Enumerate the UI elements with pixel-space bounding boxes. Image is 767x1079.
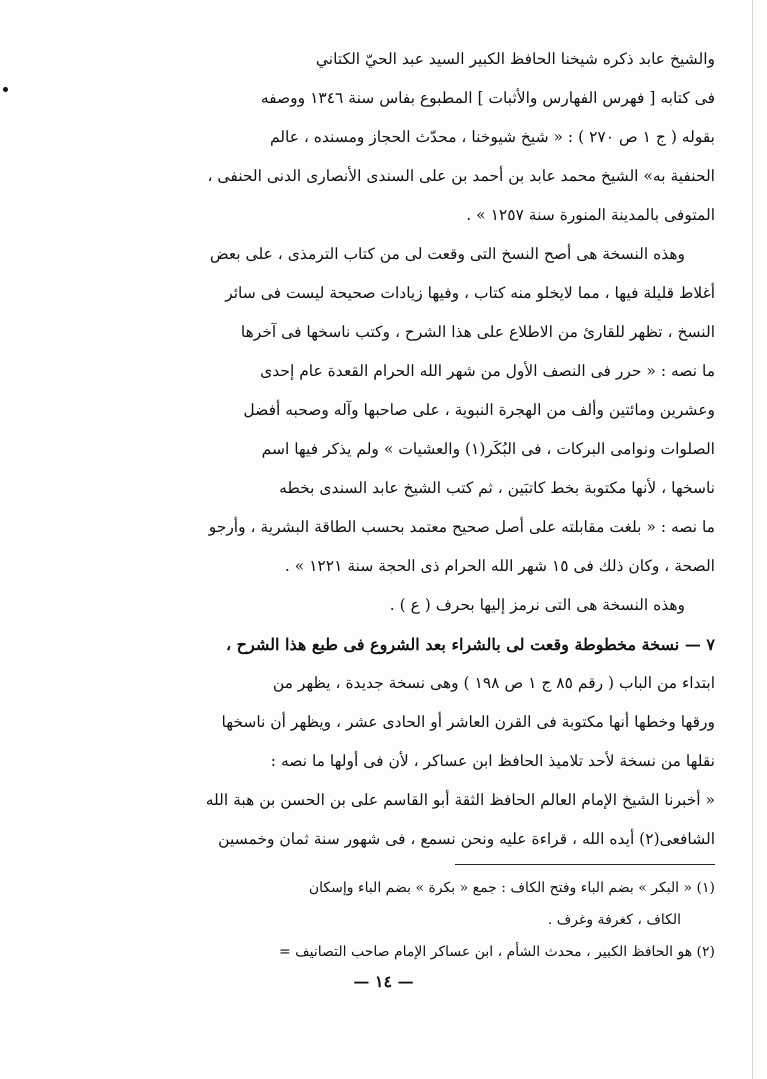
body-line: أغلاط قليلة فيها ، مما لايخلو منه كتاب ، وفيها زيادات صحيحة ليست فى سائر xyxy=(225,284,715,302)
body-line: ما نصه : « حرر فى النصف الأول من شهر الله الحرام القعدة عام إحدى xyxy=(260,362,715,380)
footnote-line: (١) « البكر » بضم الباء وفتح الكاف : جمع « بكرة » بضم الباء وإسكان xyxy=(308,880,715,896)
body-line: وهذه النسخة هى التى نرمز إليها بحرف ( ع ) . xyxy=(389,596,685,614)
footnote-line: (٢) هو الحافظ الكبير ، محدث الشأم ، ابن عساكر الإمام صاحب التصانيف = xyxy=(278,944,715,960)
body-line: نقلها من نسخة لأحد تلاميذ الحافظ ابن عساكر ، لأن فى أولها ما نصه : xyxy=(270,752,715,770)
body-line: الشافعى(٢) أيده الله ، قراءة عليه ونحن نسمع ، فى شهور سنة ثمان وخمسين xyxy=(218,830,715,848)
body-line: المتوفى بالمدينة المنورة سنة ١٢٥٧ » . xyxy=(466,206,715,224)
body-text xyxy=(80,40,715,859)
body-line: ما نصه : « بلغت مقابلته على أصل صحيح معتمد بحسب الطاقة البشرية ، وأرجو xyxy=(208,518,715,536)
section-heading-line: ٧ — نسخة مخطوطة وقعت لى بالشراء بعد الشروع فى طبع هذا الشرح ، xyxy=(225,635,715,654)
footnotes xyxy=(80,872,715,968)
footnote-separator xyxy=(455,864,715,865)
body-line: ابتداء من الباب ( رقم ٨٥ ج ١ ص ١٩٨ ) وهى نسخة جديدة ، يظهر من xyxy=(272,674,715,692)
body-line: ورقها وخطها أنها مكتوبة فى القرن العاشر أو الحادى عشر ، ويظهر أن ناسخها xyxy=(221,713,715,731)
body-line: النسخ ، تظهر للقارئ من الاطلاع على هذا الشرح ، وكتب ناسخها فى آخرها xyxy=(240,323,715,341)
body-line: الحنفية به» الشيخ محمد عابد بن أحمد بن على السندى الأنصارى الدنى الحنفى ، xyxy=(207,167,715,185)
body-line: « أخبرنا الشيخ الإمام العالم الحافظ الثقة أبو القاسم على بن الحسن بن هبة الله xyxy=(205,791,715,809)
body-line: ناسخها ، لأنها مكتوبة بخط كاتبَين ، ثم كتب الشيخ عابد السندى بخطه xyxy=(279,479,715,497)
body-line: الصلوات ونوامى البركات ، فى البُكَر(١) والعشيات » ولم يذكر فيها اسم xyxy=(261,440,715,458)
scan-speck xyxy=(3,87,8,92)
body-line: والشيخ عابد ذكره شيخنا الحافظ الكبير السيد عبد الحيّ الكتاني xyxy=(315,50,715,68)
body-line: الصحة ، وكان ذلك فى ١٥ شهر الله الحرام ذى الحجة سنة ١٢٢١ » . xyxy=(284,557,715,575)
body-line: وعشرين ومائتين وألف من الهجرة النبوية ، على صاحبها وآله وصحبه أفضل xyxy=(243,401,715,419)
body-line: وهذه النسخة هى أصح النسخ التى وقعت لى من كتاب الترمذى ، على بعض xyxy=(209,245,685,263)
page-number: — ١٤ — xyxy=(353,972,414,991)
body-line: فى كتابه [ فهرس الفهارس والأثبات ] المطبوع بفاس سنة ١٣٤٦ ووصفه xyxy=(260,89,715,107)
footnote-line: الكاف ، كغرفة وغرف . xyxy=(547,912,681,928)
page-edge xyxy=(752,0,753,1079)
body-line: بقوله ( ج ١ ص ٢٧٠ ) : « شيخ شيوخنا ، محدّث الحجاز ومسنده ، عالم xyxy=(269,128,715,146)
